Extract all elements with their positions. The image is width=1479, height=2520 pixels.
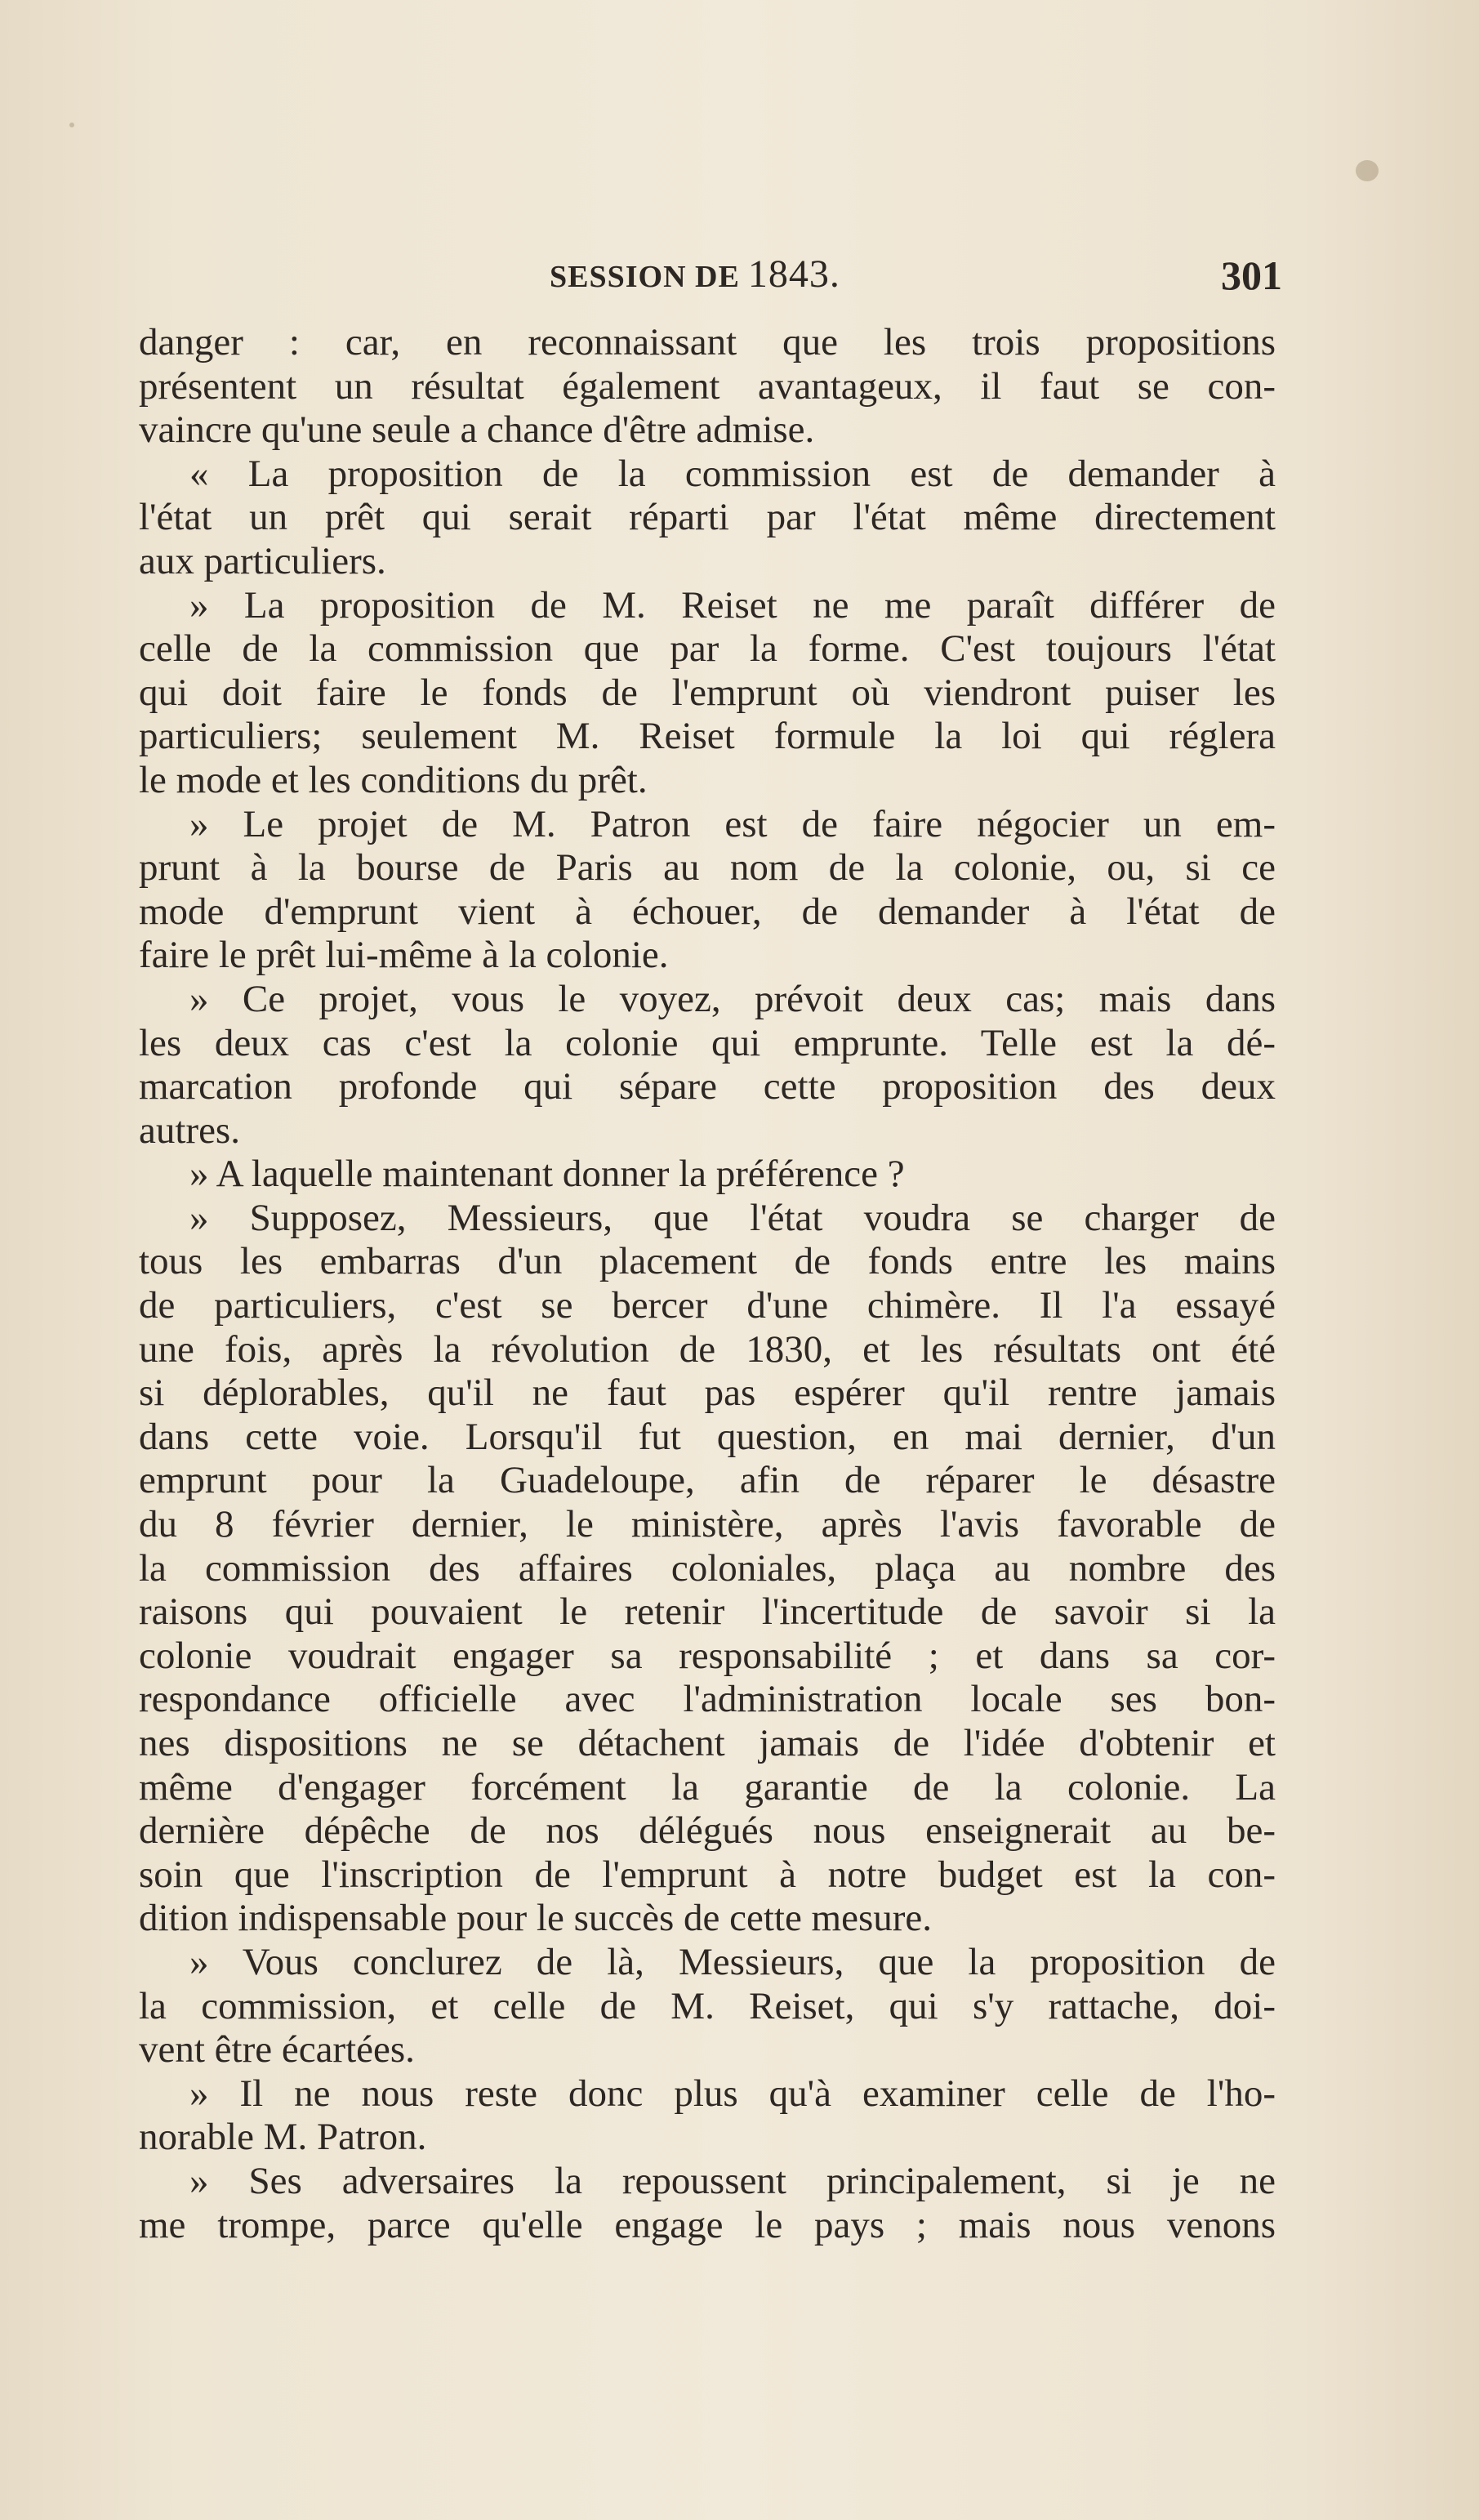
text-line: emprunt pour la Guadeloupe, afin de réparer le désastre <box>139 1459 1276 1502</box>
text-line: mode d'emprunt vient à échouer, de demander à l'état de <box>139 890 1276 933</box>
text-line: tous les embarras d'un placement de fonds entre les mains <box>139 1240 1276 1283</box>
text-line: » A laquelle maintenant donner la préférence ? <box>189 1153 905 1196</box>
text-line: vaincre qu'une seule a chance d'être admise. <box>139 408 815 452</box>
text-line: norable M. Patron. <box>139 2116 427 2159</box>
text-line: » Le projet de M. Patron est de faire négocier un em- <box>189 802 1276 845</box>
text-line: » La proposition de M. Reiset ne me paraît différer de <box>189 583 1276 627</box>
text-line: particuliers; seulement M. Reiset formule la loi qui réglera <box>139 715 1276 758</box>
text-line: » Vous conclurez de là, Messieurs, que la proposition de <box>189 1940 1276 1983</box>
page-header <box>139 252 1282 301</box>
text-line: soin que l'inscription de l'emprunt à notre budget est la con- <box>139 1853 1276 1896</box>
text-line: dans cette voie. Lorsqu'il fut question, en mai dernier, d'un <box>139 1415 1276 1458</box>
paper-stain <box>1356 160 1379 181</box>
text-line: de particuliers, c'est se bercer d'une chimère. Il l'a essayé <box>139 1284 1276 1327</box>
text-line: autres. <box>139 1108 240 1152</box>
text-line: du 8 février dernier, le ministère, après l'avis favorable de <box>139 1503 1276 1546</box>
page-number: 301 <box>1221 252 1282 298</box>
text-line: les deux cas c'est la colonie qui emprunte. Telle est la dé- <box>139 1021 1276 1064</box>
text-line: dition indispensable pour le succès de cette mesure. <box>139 1897 933 1940</box>
text-line: présentent un résultat également avantageux, il faut se con- <box>139 364 1276 408</box>
text-line: danger : car, en reconnaissant que les trois propositions <box>139 321 1276 364</box>
text-line: la commission des affaires coloniales, plaça au nombre des <box>139 1546 1276 1590</box>
text-line: « La proposition de la commission est de demander à <box>189 452 1276 495</box>
body-text <box>139 321 1276 2247</box>
text-line: » Ce projet, vous le voyez, prévoit deux cas; mais dans <box>189 977 1276 1020</box>
text-line: respondance officielle avec l'administration locale ses bon- <box>139 1678 1276 1721</box>
text-line: la commission, et celle de M. Reiset, qui s'y rattache, doi- <box>139 1984 1276 2027</box>
paper-speck <box>69 123 74 127</box>
text-line: qui doit faire le fonds de l'emprunt où viendront puiser les <box>139 671 1276 714</box>
text-line: dernière dépêche de nos délégués nous enseignerait au be- <box>139 1809 1276 1853</box>
text-line: si déplorables, qu'il ne faut pas espérer qu'il rentre jamais <box>139 1372 1276 1415</box>
text-line: une fois, après la révolution de 1830, et les résultats ont été <box>139 1327 1276 1371</box>
text-line: celle de la commission que par la forme. C'est toujours l'état <box>139 627 1276 671</box>
text-line: me trompe, parce qu'elle engage le pays ; mais nous venons <box>139 2203 1276 2246</box>
text-line: le mode et les conditions du prêt. <box>139 758 648 801</box>
text-line: marcation profonde qui sépare cette proposition des deux <box>139 1065 1276 1108</box>
text-line: colonie voudrait engager sa responsabilité ; et dans sa cor- <box>139 1634 1276 1677</box>
text-line: même d'engager forcément la garantie de la colonie. La <box>139 1765 1276 1809</box>
text-line: raisons qui pouvaient le retenir l'incertitude de savoir si la <box>139 1590 1276 1634</box>
text-line: nes dispositions ne se détachent jamais de l'idée d'obtenir et <box>139 1722 1276 1764</box>
text-line: l'état un prêt qui serait réparti par l'état même directement <box>139 496 1276 539</box>
text-line: » Ses adversaires la repoussent principalement, si je ne <box>189 2159 1276 2202</box>
running-title-year: 1843. <box>747 252 840 296</box>
text-line: faire le prêt lui-même à la colonie. <box>139 934 669 977</box>
text-line: vent être écartées. <box>139 2028 415 2072</box>
running-title: SESSION DE 1843. <box>550 252 840 296</box>
text-line: » Il ne nous reste donc plus qu'à examiner celle de l'ho- <box>189 2072 1276 2115</box>
text-line: prunt à la bourse de Paris au nom de la colonie, ou, si ce <box>139 846 1276 890</box>
text-line: aux particuliers. <box>139 539 386 582</box>
text-line: » Supposez, Messieurs, que l'état voudra se charger de <box>189 1196 1276 1239</box>
